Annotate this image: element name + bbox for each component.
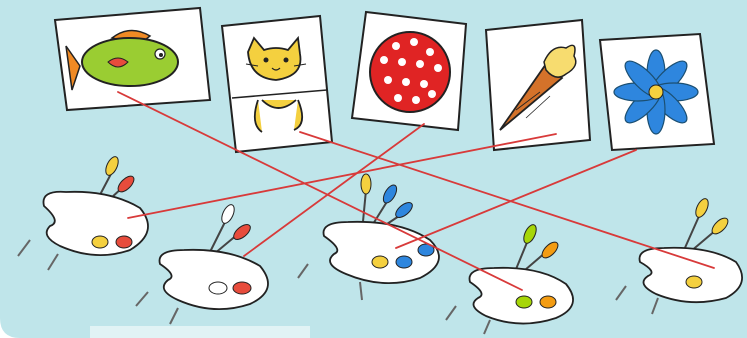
red-ball-icon (370, 32, 450, 112)
card-ice-cream[interactable] (486, 20, 590, 150)
flower-icon (614, 50, 698, 134)
card-red-ball[interactable] (352, 12, 466, 130)
card-fish[interactable] (55, 8, 210, 110)
card-blue-flower[interactable] (600, 34, 714, 150)
card-cat[interactable] (222, 16, 332, 152)
footer-band (90, 326, 310, 338)
